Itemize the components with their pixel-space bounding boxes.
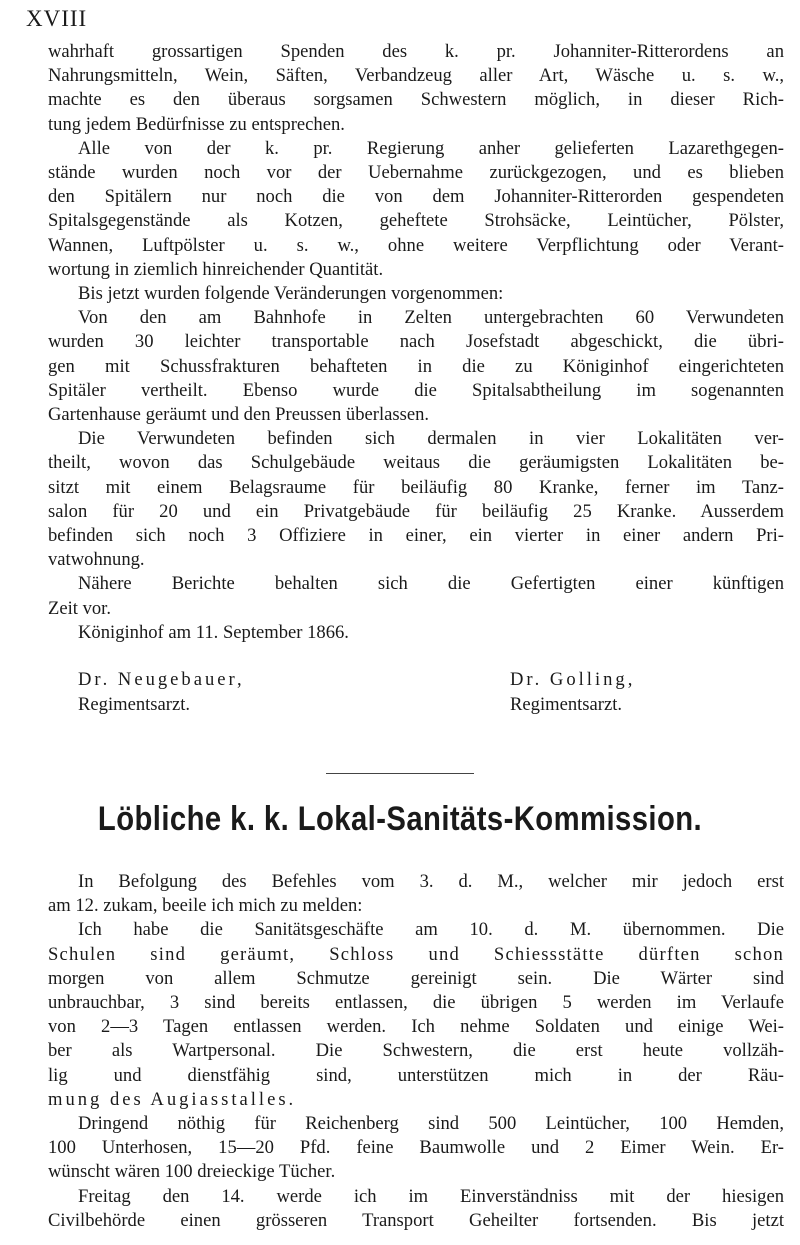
- text-line: Ich habe die Sanitätsgeschäfte am 10. d. M. übernommen. Die: [78, 919, 784, 941]
- commission-report-body: [48, 870, 784, 1233]
- page-number: XVIII: [26, 6, 88, 31]
- text-line: gen mit Schussfrakturen behafteten in die zu Königinhof eingerichteten: [48, 355, 784, 377]
- text-line: Schulen sind geräumt, Schloss und Schiessstätte dürften schon: [48, 943, 784, 965]
- text-line: salon für 20 und ein Privatgebäude für beiläufig 25 Kranke. Ausserdem: [48, 500, 784, 522]
- text-line: machte es den überaus sorgsamen Schwestern möglich, in dieser Rich-: [48, 89, 784, 111]
- dateline: [48, 621, 784, 645]
- text-line: Die Verwundeten befinden sich dermalen in vier Lokalitäten ver-: [78, 428, 784, 450]
- text-line: Spitäler vertheilt. Ebenso wurde die Spitalsabtheilung im sogenannten: [48, 379, 784, 401]
- text-line: 100 Unterhosen, 15—20 Pfd. feine Baumwolle und 2 Eimer Wein. Er-: [48, 1137, 784, 1159]
- paragraph-sanitary-business: [48, 918, 784, 1112]
- text-line: Dringend nöthig für Reichenberg sind 500 Leintücher, 100 Hemden,: [78, 1113, 784, 1135]
- paragraph-further-reports: [48, 572, 784, 620]
- text-line: wahrhaft grossartigen Spenden des k. pr. Johanniter-Ritterordens an: [48, 41, 784, 62]
- text-line: Nähere Berichte behalten sich die Gefertigten einer künftigen: [78, 573, 784, 595]
- paragraph-supply-needs: [48, 1112, 784, 1185]
- text-line: Von den am Bahnhofe in Zelten untergebrachten 60 Verwundeten: [78, 307, 784, 329]
- signature-left-name: Dr. Neugebauer,: [78, 669, 245, 690]
- paragraph-order: [48, 870, 784, 918]
- paragraph-donations: [48, 40, 784, 137]
- section-divider: [326, 773, 474, 774]
- text-line: wortung in ziemlich hinreichender Quantität.: [48, 258, 384, 280]
- report-body: [48, 40, 784, 645]
- text-line: lig und dienstfähig sind, unterstützen mich in der Räu-: [48, 1064, 784, 1086]
- text-line: von 2—3 Tagen entlassen werden. Ich nehme Soldaten und einige Wei-: [48, 1016, 784, 1038]
- text-line: theilt, wovon das Schulgebäude weitaus die geräumigsten Lokalitäten be-: [48, 452, 784, 474]
- paragraph-changes-intro: [48, 282, 784, 306]
- text-line: den Spitälern nur noch die von dem Johanniter-Ritterorden gespendeten: [48, 186, 784, 208]
- text-line: stände wurden noch vor der Uebernahme zurückgezogen, und es blieben: [48, 162, 784, 184]
- text-line: mung des Augiasstalles.: [48, 1088, 297, 1110]
- paragraph-locations: [48, 427, 784, 572]
- text-line: tung jedem Bedürfnisse zu entsprechen.: [48, 113, 345, 135]
- text-line: morgen von allem Schmutze gereinigt sein. Die Wärter sind: [48, 967, 784, 989]
- text-line: Spitalsgegenstände als Kotzen, geheftete Strohsäcke, Leintücher, Pölster,: [48, 210, 784, 232]
- text-line: vatwohnung.: [48, 549, 145, 571]
- section-heading: Löbliche k. k. Lokal-Sanitäts-Kommission.: [97, 800, 703, 838]
- text-line: am 12. zukam, beeile ich mich zu melden:: [48, 895, 363, 917]
- paragraph-lazareth: [48, 137, 784, 282]
- text-line: Gartenhause geräumt und den Preussen überlassen.: [48, 404, 430, 426]
- text-line: wünscht wären 100 dreieckige Tücher.: [48, 1161, 336, 1183]
- text-line: sitzt mit einem Belagsraume für beiläufig 80 Kranke, ferner im Tanz-: [48, 476, 784, 498]
- text-line: Zeit vor.: [48, 597, 111, 619]
- text-line: Bis jetzt wurden folgende Veränderungen vorgenommen:: [78, 283, 504, 305]
- signature-left-title: Regimentsarzt.: [78, 694, 191, 715]
- text-line: wurden 30 leichter transportable nach Josefstadt abgeschickt, die übri-: [48, 331, 784, 353]
- text-line: Wannen, Luftpölster u. s. w., ohne weitere Verpflichtung oder Verant-: [48, 234, 784, 256]
- signature-right-title: Regimentsarzt.: [510, 694, 623, 715]
- paragraph-wounded-transfer: [48, 306, 784, 427]
- text-line: Königinhof am 11. September 1866.: [78, 621, 349, 643]
- text-line: ber als Wartpersonal. Die Schwestern, die erst heute vollzäh-: [48, 1040, 784, 1062]
- text-line: In Befolgung des Befehles vom 3. d. M., welcher mir jedoch erst: [78, 871, 784, 892]
- text-line: Nahrungsmitteln, Wein, Säften, Verbandzeug aller Art, Wäsche u. s. w.,: [48, 65, 784, 87]
- text-line: Freitag den 14. werde ich im Einverständniss mit der hiesigen: [78, 1185, 784, 1207]
- text-line: unbrauchbar, 3 sind bereits entlassen, die übrigen 5 werden im Verlaufe: [48, 992, 784, 1014]
- text-line: Alle von der k. pr. Regierung anher gelieferten Lazarethgegen-: [78, 137, 784, 159]
- text-line: Civilbehörde einen grösseren Transport Geheilter fortsenden. Bis jetzt: [48, 1209, 784, 1231]
- signature-right-name: Dr. Golling,: [510, 669, 636, 690]
- text-line: befinden sich noch 3 Offiziere in einer, ein vierter in einer andern Pri-: [48, 525, 784, 547]
- paragraph-transport: [48, 1185, 784, 1233]
